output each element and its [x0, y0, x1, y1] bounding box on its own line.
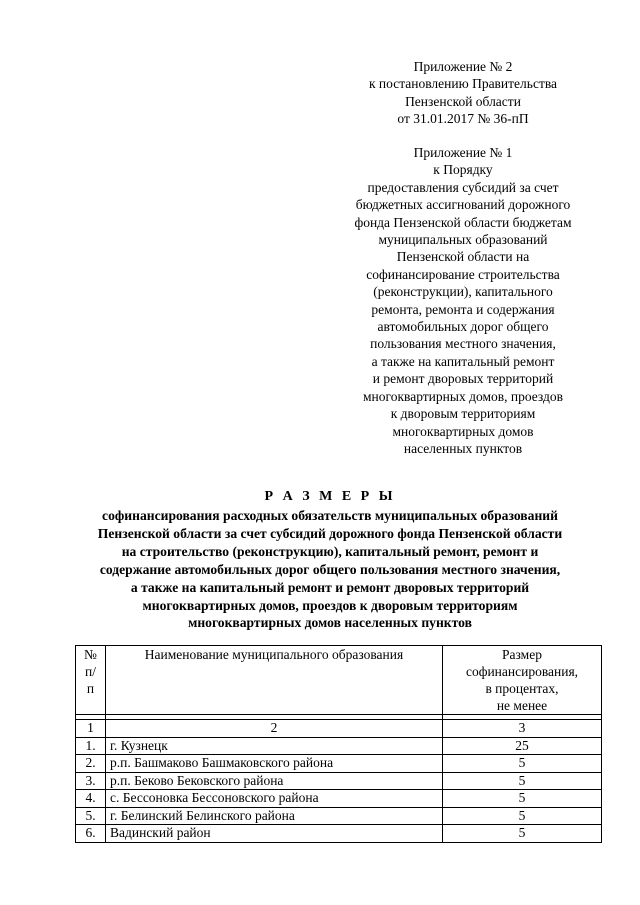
row-value: 5 [443, 755, 602, 773]
subtitle-line: софинансирования расходных обязательств муниципальных образований [102, 508, 558, 523]
appendix-1-line: предоставления субсидий за счет [367, 179, 559, 195]
subtitle-line: а также на капитальный ремонт и ремонт дворовых территорий [130, 579, 530, 595]
table-row [76, 790, 602, 808]
column-number-cell: 2 [106, 720, 443, 738]
appendix-1-line: Приложение № 1 [413, 145, 513, 160]
appendix-1-line: к Порядку [433, 162, 493, 178]
cofinancing-table [75, 645, 602, 843]
subtitle-line: многоквартирных домов, проездов к дворовым территориям [142, 597, 518, 613]
appendix-1-line: автомобильных дорог общего [377, 319, 549, 335]
row-value: 5 [443, 772, 602, 790]
header-name-text: Наименование муниципального образования [144, 647, 404, 662]
column-number-row [76, 720, 602, 738]
row-value: 5 [443, 807, 602, 825]
column-number-cell: 1 [76, 720, 106, 738]
header-num-cell [76, 646, 106, 715]
header-value-line: в процентах, [485, 681, 559, 696]
appendix-2-line: к постановлению Правительства [368, 76, 558, 92]
row-value: 5 [443, 790, 602, 808]
table-header-row [76, 646, 602, 715]
appendix-2-line: от 31.01.2017 № 36-пП [397, 111, 529, 127]
appendix-1-line: многоквартирных домов [392, 423, 534, 439]
appendix-1-line: софинансирование строительства [366, 266, 560, 282]
appendix-1-line: ремонта, ремонта и содержания [371, 301, 555, 317]
row-num: 1. [76, 737, 106, 755]
header-value-cell [443, 646, 602, 715]
appendix-1-block [322, 144, 604, 457]
appendix-2-line: Пензенской области [405, 93, 521, 109]
row-num: 6. [76, 825, 106, 843]
appendix-1-line: (реконструкции), капитального [373, 284, 553, 300]
appendix-1-line: пользования местного значения, [370, 336, 556, 352]
header-num-line: п [86, 681, 95, 696]
appendix-1-line: Пензенской области на [396, 249, 530, 265]
appendix-1-line: к дворовым территориям [390, 406, 536, 422]
row-num: 2. [76, 755, 106, 773]
column-number-cell: 3 [443, 720, 602, 738]
appendix-1-line: а также на капитальный ремонт [371, 353, 555, 369]
header-num-line: № [84, 647, 97, 662]
appendix-1-line: населенных пунктов [403, 440, 523, 456]
appendix-1-line: и ремонт дворовых территорий [372, 371, 554, 387]
table-row [76, 755, 602, 773]
header-value-line: Размер [502, 647, 542, 662]
subtitle-line: на строительство (реконструкцию), капитальный ремонт, ремонт и [121, 543, 539, 559]
subtitle-line: многоквартирных домов населенных пунктов [188, 615, 472, 631]
table-row [76, 772, 602, 790]
header-name-cell [106, 646, 443, 715]
row-name: с. Бессоновка Бессоновского района [106, 790, 443, 808]
row-value: 25 [443, 737, 602, 755]
row-name: г. Кузнецк [106, 737, 443, 755]
header-num-line: п/ [85, 664, 96, 679]
header-value-line: софинансирования, [465, 664, 579, 679]
subtitle-line: содержание автомобильных дорог общего пользования местного значения, [99, 561, 561, 577]
row-name: г. Белинский Белинского района [106, 807, 443, 825]
table-row [76, 807, 602, 825]
appendix-2-block [350, 58, 576, 128]
row-name: р.п. Башмаково Башмаковского района [106, 755, 443, 773]
table-row [76, 737, 602, 755]
document-subtitle [60, 507, 600, 632]
table-row [76, 825, 602, 843]
row-name: Вадинский район [106, 825, 443, 843]
row-num: 3. [76, 772, 106, 790]
subtitle-line: Пензенской области за счет субсидий дорожного фонда Пензенской области [97, 525, 563, 541]
appendix-1-line: муниципальных образований [378, 232, 548, 248]
row-name: р.п. Беково Бековского района [106, 772, 443, 790]
appendix-2-line: Приложение № 2 [413, 59, 513, 74]
document-title: Р А З М Е Р Ы [264, 489, 396, 504]
row-num: 4. [76, 790, 106, 808]
appendix-1-line: фонда Пензенской области бюджетам [354, 214, 572, 230]
appendix-1-line: многоквартирных домов, проездов [363, 388, 563, 404]
row-num: 5. [76, 807, 106, 825]
row-value: 5 [443, 825, 602, 843]
header-value-line: не менее [496, 698, 548, 713]
appendix-1-line: бюджетных ассигнований дорожного [355, 197, 571, 213]
